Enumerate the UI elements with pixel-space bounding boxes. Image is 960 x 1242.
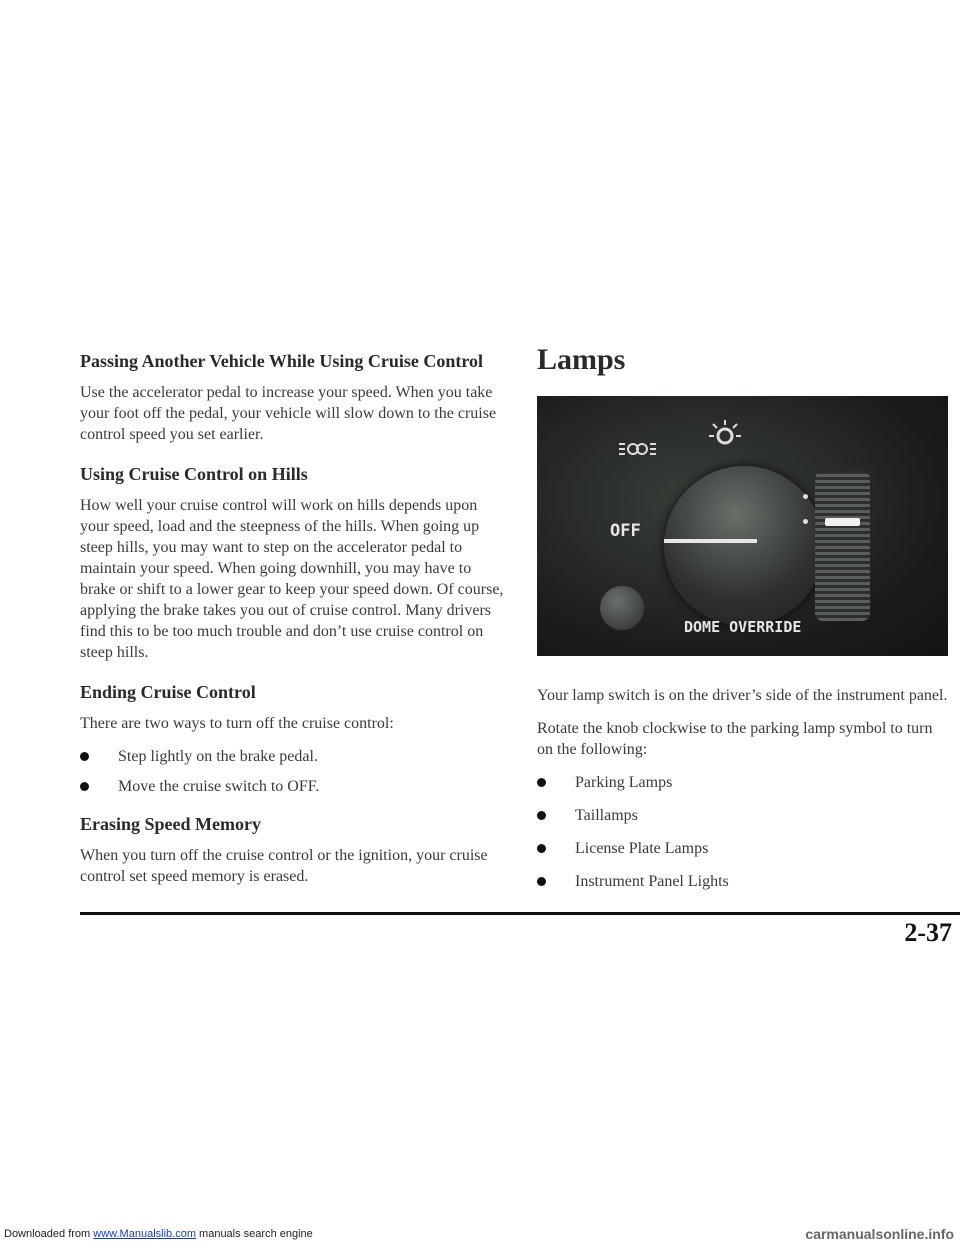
footer-rule (80, 912, 960, 915)
list-item: Step lightly on the brake pedal. (80, 746, 504, 767)
lamp-switch-photo (537, 396, 948, 656)
section-title-erasing: Erasing Speed Memory (80, 814, 261, 834)
section-title-ending: Ending Cruise Control (80, 682, 256, 702)
list-item: Instrument Panel Lights (537, 871, 951, 892)
lamps-body-1: Your lamp switch is on the driver’s side of the instrument panel. (537, 687, 948, 704)
knob-indicator (664, 539, 757, 543)
download-stamp (4, 1228, 313, 1240)
dimmer-wheel (815, 471, 870, 621)
page-number: 2-37 (904, 918, 952, 947)
list-item: License Plate Lamps (537, 838, 951, 859)
dome-override-label: DOME OVERRIDE (684, 618, 802, 636)
stamp-suffix: manuals search engine (195, 1228, 313, 1240)
list-item: Move the cruise switch to OFF. (80, 776, 504, 797)
parking-lamp-icon (617, 438, 657, 460)
dimmer-wheel-mark (825, 518, 860, 526)
section-body-erasing: When you turn off the cruise control or the ignition, your cruise control set speed memory is erased. (80, 847, 488, 885)
watermark: carmanualsonline.info (805, 1226, 954, 1242)
section-title-hills: Using Cruise Control on Hills (80, 464, 308, 484)
right-column (537, 340, 951, 380)
section-body-passing: Use the accelerator pedal to increase your speed. When you take your foot off the pedal, your vehicle will slow down to the cruise control speed you set earlier. (80, 384, 497, 443)
section-title-lamps: Lamps (537, 343, 626, 376)
list-item: Parking Lamps (537, 772, 951, 793)
lamps-body-2: Rotate the knob clockwise to the parking lamp symbol to turn on the following: (537, 720, 933, 758)
indicator-dot (803, 494, 808, 499)
headlamp-icon (707, 418, 743, 454)
section-body-hills: How well your cruise control will work on hills depends upon your speed, load and the steepness of the hills. When going up steep hills, you may want to step on the accelerator pedal to maintain your speed. When going downhill, you may have to brake or shift to a lower gear to keep your speed down. Of course, applying the brake takes you out of cruise control. Many drivers find this to be too much trouble and don’t use cruise control on steep hills. (80, 497, 504, 661)
indicator-dot (803, 519, 808, 524)
off-label: OFF (610, 521, 641, 541)
ending-list (80, 746, 504, 797)
lamps-list (537, 772, 951, 892)
dome-override-button (600, 586, 644, 630)
left-column (80, 350, 504, 905)
section-title-passing: Passing Another Vehicle While Using Cruise Control (80, 351, 484, 371)
manualslib-link[interactable]: www.Manualslib.com (93, 1228, 196, 1240)
right-text (537, 685, 951, 908)
lamp-knob (664, 466, 824, 626)
section-body-ending: There are two ways to turn off the cruise control: (80, 715, 394, 732)
list-item: Taillamps (537, 805, 951, 826)
stamp-prefix: Downloaded from (4, 1228, 94, 1240)
